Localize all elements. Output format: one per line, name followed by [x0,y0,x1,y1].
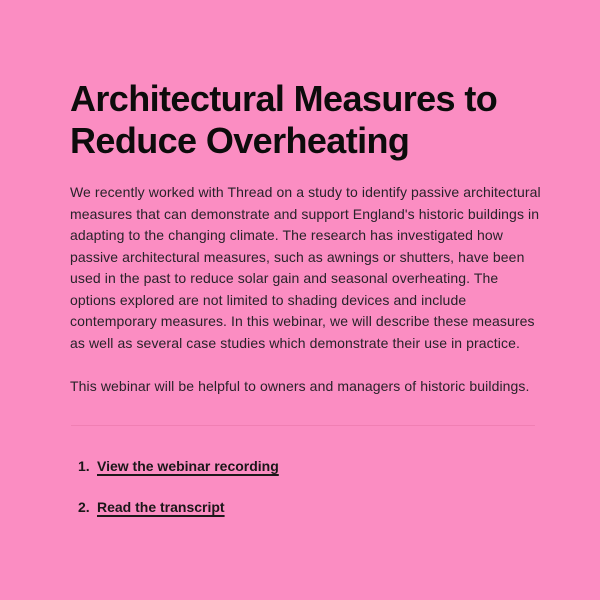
webinar-recording-link[interactable]: View the webinar recording [97,457,279,474]
list-number: 1. [78,457,90,474]
list-item [78,458,544,474]
list-number: 2. [78,498,90,515]
section-divider [71,425,535,426]
intro-paragraph: We recently worked with Thread on a study to identify passive architectural measures that can demonstrate and support England's historic buildings in adapting to the changing climate. The research has investigated how passive architectural measures, such as awnings or shutters, have been used in the past to reduce solar gain and seasonal overheating. The options explored are not limited to shading devices and include contemporary measures. In this webinar, we will describe these measures as well as several case studies which demonstrate their use in practice. [70,184,541,351]
list-item [78,499,544,515]
audience-paragraph: This webinar will be helpful to owners and managers of historic buildings. [70,378,530,394]
page-title: Architectural Measures to Reduce Overheating [70,78,498,161]
transcript-link[interactable]: Read the transcript [97,498,225,515]
resource-list [70,458,544,515]
